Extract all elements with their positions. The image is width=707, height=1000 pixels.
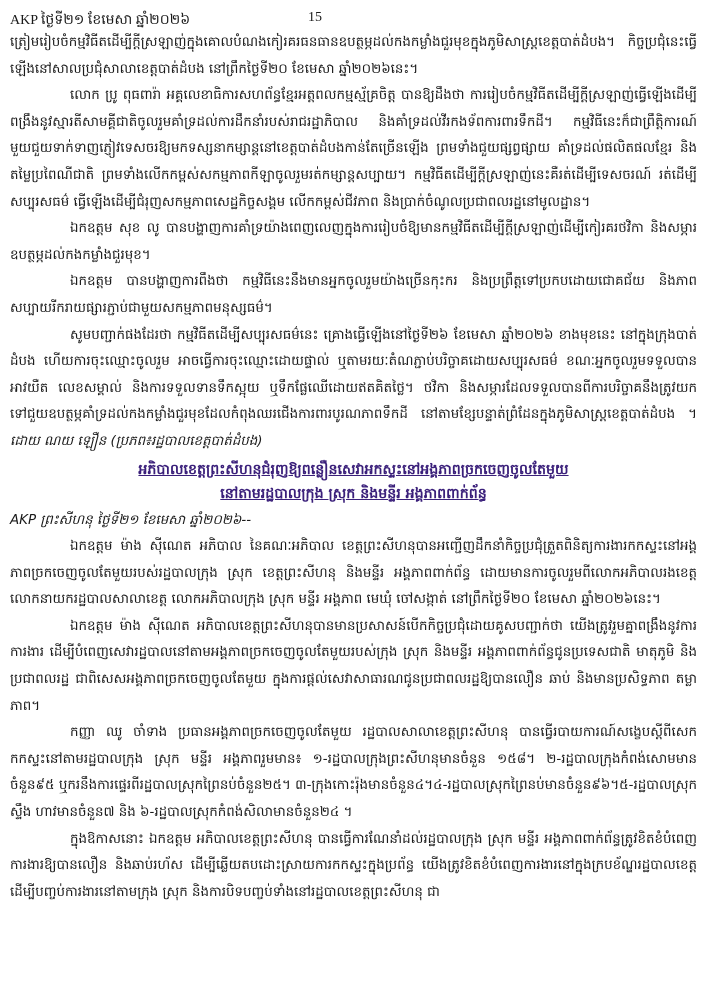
page-number: 15: [308, 10, 322, 25]
article2-headline-line-1: អភិបាលខេត្តព្រះសីហនុជំរុញឱ្យពន្លឿនសេវាអកស្ទះនៅអង្គភាពច្រកចេញចូលតែមួយ: [138, 461, 569, 478]
article2-paragraph-2: ឯកឧត្តម ម៉ាង ស៊ីណេត អភិបាលខេត្តព្រះសីហនុបានមានប្រសាសន៍បើកកិច្ចប្រជុំដោយគូសបញ្ជាក់ថា យើងត្រូវរួមគ្នាពង្រឹងនូវការការងារ ដើម្បីបំពេញសេវារដ្ឋបាលនៅតាមអង្គភាពច្រកចេញចូលតែមួយរបស់ក្រុង ស្រុក និងមន្ទីរ អង្គភាពពាក់ព័ន្ធជូនប្រទេសជាតិ មាតុភូមិ និងប្រជាពលរដ្ឋ ជាពិសេសអង្គភាពច្រកចេញចូលតែមួយ ក្នុងការផ្ដល់សេវាសាធារណជូនប្រជាពលរដ្ឋឱ្យបានលឿន ឆាប់ និងមានប្រសិទ្ធភាព តម្លាភាព។: [10, 618, 697, 714]
article2-paragraph-1: ឯកឧត្តម ម៉ាង ស៊ីណេត អភិបាល នៃគណៈអភិបាល ខេត្តព្រះសីហនុបានអញ្ជើញដឹកនាំកិច្ចប្រជុំត្រួតពិនិត្យការងារកកស្ទះនៅអង្គភាពច្រកចេញចូលតែមួយរបស់រដ្ឋបាលក្រុង ស្រុក ខេត្តព្រះសីហនុ និងមន្ទីរ អង្គភាពពាក់ព័ន្ធ ដោយមានការចូលរួមពីលោកអភិបាលរងខេត្ត លោកនាយករដ្ឋបាលសាលាខេត្ត លោកអភិបាលក្រុង ស្រុក មន្ទីរ អង្គភាព មេឃុំ ចៅសង្កាត់ នៅព្រឹកថ្ងៃទី២០ ខែមេសា ឆ្នាំ២០២៦នេះ។: [10, 539, 697, 608]
article1-paragraph-2: លោក ប្រូ ពុធពារ៉ា អគ្គលេខាធិការសហព័ន្ធខ្មែរអត្តពលកម្មស្ម័គ្រចិត្ត បានឱ្យដឹងថា ការរៀបចំកម្មវិធីតដើម្បីក្ដីស្រឡាញ់ធ្វើឡើងដើម្បីពង្រឹងនូវស្មារតីសាមគ្គីជាតិចូលរួមគាំទ្រដល់ការដឹកនាំរបស់រាជរដ្ឋាភិបាល និងគាំទ្រដល់វីរកងទ័ពការពារទឹកដី។ កម្មវិធីនេះក៏ជាព្រឹត្តិការណ៍មួយជួយទាក់ទាញភ្ញៀវទេសចរឱ្យមកទស្សនាកម្សាន្តនៅខេត្តបាត់ដំបងកាន់តែច្រើនឡើង ព្រមទាំងជួយផ្សព្វផ្សាយ គាំទ្រដល់ផលិតផលខ្មែរ និងតម្លៃប្រពៃណីជាតិ ព្រមទាំងលើកកម្ពស់សកម្មភាពកីឡាចូលរួមរត់កម្សាន្តសប្បាយ។ កម្មវិធីតដើម្បីក្ដីស្រឡាញ់នេះគឺរត់ដើម្បីទេសចរណ៍ រត់ដើម្បីសប្បុរសធម៌ ធ្វើឡើងដើម្បីជំរុញសកម្មភាពសេដ្ឋកិច្ចសង្គម លើកកម្ពស់ជីវភាព និងប្រាក់ចំណូលប្រជាពលរដ្ឋនៅមូលដ្ឋាន។: [10, 88, 697, 210]
article2-dateline: AKP ព្រះសីហនុ ថ្ងៃទី២១ ខែមេសា ឆ្នាំ២០២៦--: [10, 512, 252, 528]
header-dateline: AKP ថ្ងៃទី២១ ខែមេសា ឆ្នាំ២០២៦: [10, 13, 191, 28]
page-header: [10, 6, 697, 28]
article1-byline: ដោយ ណយ ឡឿន (ប្រភព៖រដ្ឋបាលខេត្តបាត់ដំបង): [10, 433, 263, 449]
page-content: [10, 30, 697, 906]
article2-paragraph-3: កញ្ញា ឈូ ចាំទាង ប្រធានអង្គភាពច្រកចេញចូលតែមួយ រដ្ឋបាលសាលាខេត្តព្រះសីហនុ បានធ្វើរបាយការណ៍សង្ខេបស្ដីពីសេកកកស្ទះនៅតាមរដ្ឋបាលក្រុង ស្រុក មន្ទីរ អង្គភាពរួមមាន៖ ១-រដ្ឋបាលក្រុងព្រះសីហនុមានចំនួន ១៥៨។ ២-រដ្ឋបាលក្រុងកំពង់សោមមានចំនួន៩៥ ឬករនឹងការផ្ទេរពីរដ្ឋបាលស្រុកព្រៃនប់ចំនួន២៥។ ៣-ក្រុងកោះរ៉ុងមានចំនួន៤។៤-រដ្ឋបាលស្រុកព្រៃនប់មានចំនួន៩៦។៥-រដ្ឋបាលស្រុកស្ទឹង ហាវមានចំនួន៧ និង ៦-រដ្ឋបាលស្រុកកំពង់សិលាមានចំនួន២៤ ។: [10, 725, 697, 821]
article2-headline: [10, 458, 697, 506]
article1-paragraph-4: ឯកឧត្តម បានបង្ហាញការពឹងថា កម្មវិធីនេះនឹងមានអ្នកចូលរួមយ៉ាងច្រើនកុះករ និងប្រព្រឹត្តទៅប្រកបដោយជោគជ័យ និងភាពសប្បាយរីករាយផ្សារភ្ជាប់ជាមួយសកម្មភាពមនុស្សធម៌។: [10, 274, 697, 316]
article1-paragraph-5-text: សូមបញ្ជាក់ផងដែរថា កម្មវិធីតដើម្បីសប្បុរសធម៌នេះ គ្រោងធ្វើឡើងនៅថ្ងៃទី២៦ ខែមេសា ឆ្នាំ២០២៦ ខាងមុខនេះ នៅក្នុងក្រុងបាត់ដំបង ហើយការចុះឈ្មោះចូលរួម អាចធ្វើការចុះឈ្មោះដោយផ្ទាល់ ឬតាមរយៈតំណភ្ជាប់បរិច្ចាគដោយសប្បុរសធម៌ ខណៈអ្នកចូលរួមទទួលបានអាវយឺត លេខសម្គាល់ និងការទទួលទានទឹកស្អុយ ឬទឹកផ្លែឈើដោយឥតគិតថ្លៃ។ ថវិកា និងសម្ភារដែលទទួលបានពីការបរិច្ចាគនឹងត្រូវយកទៅជួយឧបត្ថម្ភគាំទ្រដល់កងកម្លាំងជួរមុខដែលកំពុងឈរជើងការពារបូរណភាពទឹកដី នៅតាមខ្សែបន្ទាត់ព្រំដែនក្នុងភូមិសាស្ត្រខេត្តបាត់ដំបង ។: [10, 327, 697, 423]
article1-paragraph-5: [10, 323, 697, 456]
article1-paragraph-3: ឯកឧត្តម សុខ លូ បានបង្ហាញការគាំទ្រយ៉ាងពេញលេញក្នុងការរៀបចំឱ្យមានកម្មវិធីតដើម្បីក្ដីស្រឡាញ់ដើម្បីកៀរគរថវិកា និងសម្ភារឧបត្ថម្ភដល់កងកម្លាំងជួរមុខ។: [10, 221, 697, 263]
article2-headline-line-2: នៅតាមរដ្ឋបាលក្រុង ស្រុក និងមន្ទីរ អង្គភាពពាក់ព័ន្ធ: [220, 485, 487, 502]
article1-paragraph-1: ត្រៀមរៀបចំកម្មវិធីតដេីម្បីក្ដីស្រឡាញ់ក្នុងគោលបំណងកៀរគរធនធានឧបត្ថម្ភដល់កងកម្លាំងជួរមុខក្នុងភូមិសាស្ត្រខេត្តបាត់ដំបង។ កិច្ចប្រជុំនេះធ្វើឡើងនៅសាលប្រជុំសាលាខេត្តបាត់ដំបង នៅព្រឹកថ្ងៃទី២០ ខែមេសា ឆ្នាំ២០២៦នេះ។: [10, 35, 697, 77]
article2-paragraph-4: ក្នុងឱកាសនោះ ឯកឧត្តម អភិបាលខេត្តព្រះសីហនុ បានធ្វើការណែនាំដល់រដ្ឋបាលក្រុង ស្រុក មន្ទីរ អង្គភាពពាក់ព័ន្ធត្រូវខិតខំបំពេញការងារឱ្យបានលឿន និងឆាប់រហ័ស ដើម្បីឆ្លើយតបដោះស្រាយការកកស្ទះក្នុងប្រព័ន្ធ យើងត្រូវខិតខំបំពេញការងារនៅក្នុងក្របខ័ណ្ឌរដ្ឋបាលខេត្ត ដើម្បីបញ្ចប់ការងារនៅតាមក្រុង ស្រុក និងការបិទបញ្ចប់ទាំងនៅរដ្ឋបាលខេត្តព្រះសីហនុ ជា: [10, 831, 697, 900]
